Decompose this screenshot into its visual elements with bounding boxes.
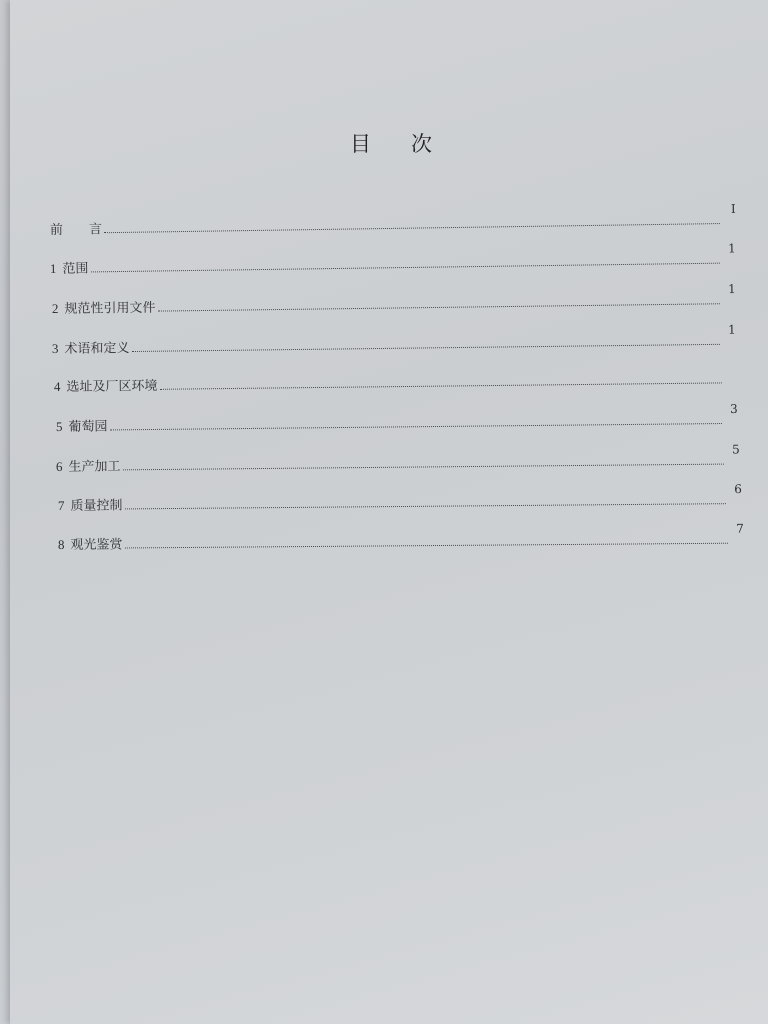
toc-number: 4: [53, 378, 61, 395]
toc-entry-7[interactable]: [57, 482, 742, 514]
toc-leader-dots: [90, 262, 719, 273]
toc-leader-dots: [124, 542, 727, 549]
toc-leader-dots: [157, 302, 719, 311]
toc-page-number: 1: [727, 241, 736, 256]
toc-label-preface-1: 前: [49, 222, 64, 238]
toc-entry-5[interactable]: [55, 401, 738, 435]
toc-label: 观光鉴赏: [70, 537, 123, 553]
toc-page-number: 3: [730, 401, 738, 416]
toc-label: 葡萄园: [68, 419, 108, 435]
toc-leader-dots: [124, 502, 725, 509]
toc-page-number: I: [730, 201, 736, 216]
toc-page-number: 6: [734, 482, 742, 497]
document-page: [10, 0, 768, 1024]
toc-number: 2: [51, 300, 59, 317]
toc-number: 6: [55, 458, 63, 475]
table-of-contents: [10, 0, 768, 1024]
toc-number: 5: [55, 418, 63, 435]
toc-page-number: 1: [727, 282, 736, 297]
toc-entry-2[interactable]: [51, 282, 736, 317]
toc-leader-dots: [122, 463, 723, 471]
toc-leader-dots: [104, 222, 720, 233]
toc-leader-dots: [159, 381, 721, 389]
toc-label: 术语和定义: [64, 341, 130, 357]
toc-page-number: 5: [732, 442, 740, 457]
title-char-2: 次: [411, 132, 432, 156]
toc-number: 8: [57, 536, 65, 553]
toc-entry-preface[interactable]: [49, 201, 736, 238]
toc-number: 1: [49, 260, 57, 277]
toc-number: 3: [51, 340, 59, 357]
toc-page-number: 7: [736, 521, 744, 536]
toc-label: 选址及厂区环境: [66, 378, 158, 395]
toc-page-number: 1: [727, 322, 736, 337]
toc-entry-3[interactable]: [51, 322, 736, 357]
toc-label: 范围: [62, 261, 89, 277]
toc-leader-dots: [109, 422, 721, 430]
toc-entry-1[interactable]: [49, 241, 736, 277]
toc-entry-4[interactable]: [54, 367, 738, 395]
title-char-1: 目: [350, 132, 371, 156]
toc-label-preface-2: 言: [88, 222, 103, 238]
toc-label: 生产加工: [68, 459, 121, 475]
toc-entry-6[interactable]: [55, 442, 740, 475]
toc-entry-8[interactable]: [57, 521, 744, 553]
toc-number: 7: [57, 497, 65, 514]
toc-label: 质量控制: [70, 498, 123, 514]
toc-leader-dots: [131, 343, 719, 352]
toc-label: 规范性引用文件: [64, 300, 156, 317]
